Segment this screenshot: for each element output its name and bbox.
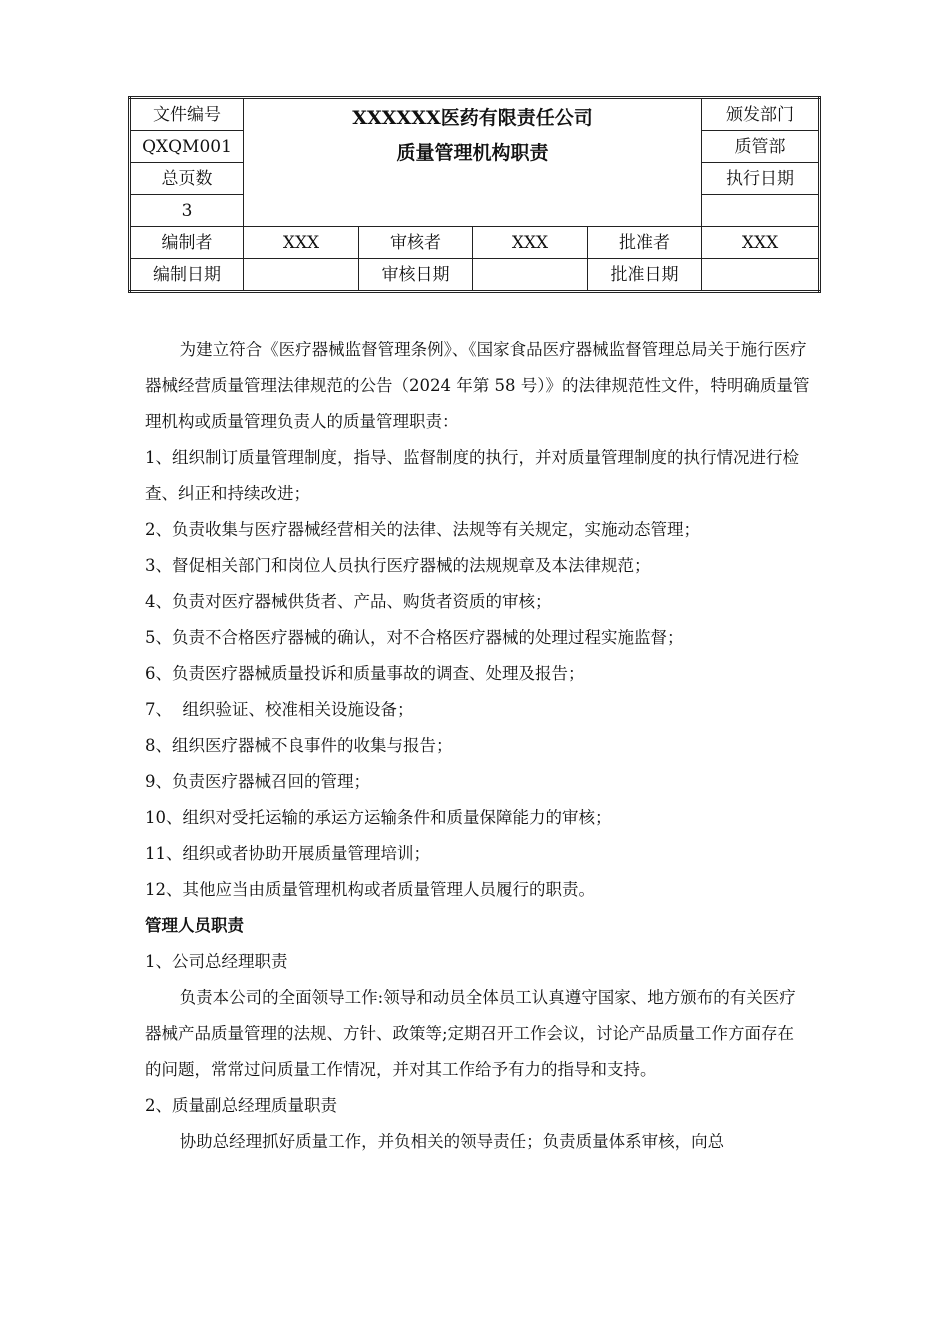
reviewer-label: 审核者	[359, 227, 473, 259]
file-no-label: 文件编号	[130, 98, 244, 131]
duty-item-11: 11、组织或者协助开展质量管理培训；	[145, 844, 430, 863]
section-heading: 管理人员职责	[145, 916, 244, 935]
issue-dept-value: 质管部	[702, 131, 820, 163]
compile-date-value	[244, 259, 359, 292]
gm-duty-paragraph: 负责本公司的全面领导工作:领导和动员全体员工认真遵守国家、地方颁布的有关医疗器械产品质量管理的法规、方针、政策等;定期召开工作会议，讨论产品质量工作方面存在的问题，常常过问质量工作情况，并对其工作给予有力的指导和支持。	[145, 988, 796, 1079]
duty-item-8: 8、组织医疗器械不良事件的收集与报告；	[145, 736, 453, 755]
exec-date-label: 执行日期	[702, 163, 820, 195]
vp-duty-title: 2、质量副总经理质量职责	[145, 1096, 337, 1115]
duty-item-12: 12、其他应当由质量管理机构或者质量管理人员履行的职责。	[145, 880, 595, 899]
total-pages-label: 总页数	[130, 163, 244, 195]
duty-item-1: 1、组织制订质量管理制度，指导、监督制度的执行，并对质量管理制度的执行情况进行检查、纠正和持续改进；	[145, 448, 799, 503]
duty-item-6: 6、负责医疗器械质量投诉和质量事故的调查、处理及报告；	[145, 664, 585, 683]
duty-item-5: 5、负责不合格医疗器械的确认，对不合格医疗器械的处理过程实施监督；	[145, 628, 684, 647]
issue-dept-label: 颁发部门	[702, 98, 820, 131]
duty-item-4: 4、负责对医疗器械供货者、产品、购货者资质的审核；	[145, 592, 552, 611]
compile-date-label: 编制日期	[130, 259, 244, 292]
compiler-value: XXX	[244, 227, 359, 259]
approve-date-value	[702, 259, 820, 292]
review-date-value	[473, 259, 588, 292]
duty-item-9: 9、负责医疗器械召回的管理；	[145, 772, 370, 791]
exec-date-value	[702, 195, 820, 227]
duty-item-3: 3、督促相关部门和岗位人员执行医疗器械的法规规章及本法律规范；	[145, 556, 651, 575]
company-name: XXXXXX医药有限责任公司	[352, 107, 593, 129]
compiler-label: 编制者	[130, 227, 244, 259]
document-body	[145, 332, 810, 1160]
duty-item-10: 10、组织对受托运输的承运方运输条件和质量保障能力的审核；	[145, 808, 612, 827]
file-no-value: QXQM001	[130, 131, 244, 163]
gm-duty-title: 1、公司总经理职责	[145, 952, 288, 971]
review-date-label: 审核日期	[359, 259, 473, 292]
duty-item-2: 2、负责收集与医疗器械经营相关的法律、法规等有关规定，实施动态管理；	[145, 520, 700, 539]
approver-label: 批准者	[588, 227, 702, 259]
total-pages-value: 3	[130, 195, 244, 227]
approver-value: XXX	[702, 227, 820, 259]
duty-item-7: 7、 组织验证、校准相关设施设备；	[145, 700, 414, 719]
approve-date-label: 批准日期	[588, 259, 702, 292]
document-header-table	[128, 96, 821, 293]
vp-duty-paragraph: 协助总经理抓好质量工作，并负相关的领导责任；负责质量体系审核，向总	[179, 1132, 725, 1151]
intro-paragraph: 为建立符合《医疗器械监督管理条例》、《国家食品医疗器械监督管理总局关于施行医疗器械经营质量管理法律规范的公告（2024 年第 58 号）》的法律规范性文件，特明确质量管理机构或质量管理负责人的质量管理职责：	[145, 340, 810, 431]
reviewer-value: XXX	[473, 227, 588, 259]
document-title: 质量管理机构职责	[396, 142, 549, 164]
title-block	[244, 98, 702, 227]
